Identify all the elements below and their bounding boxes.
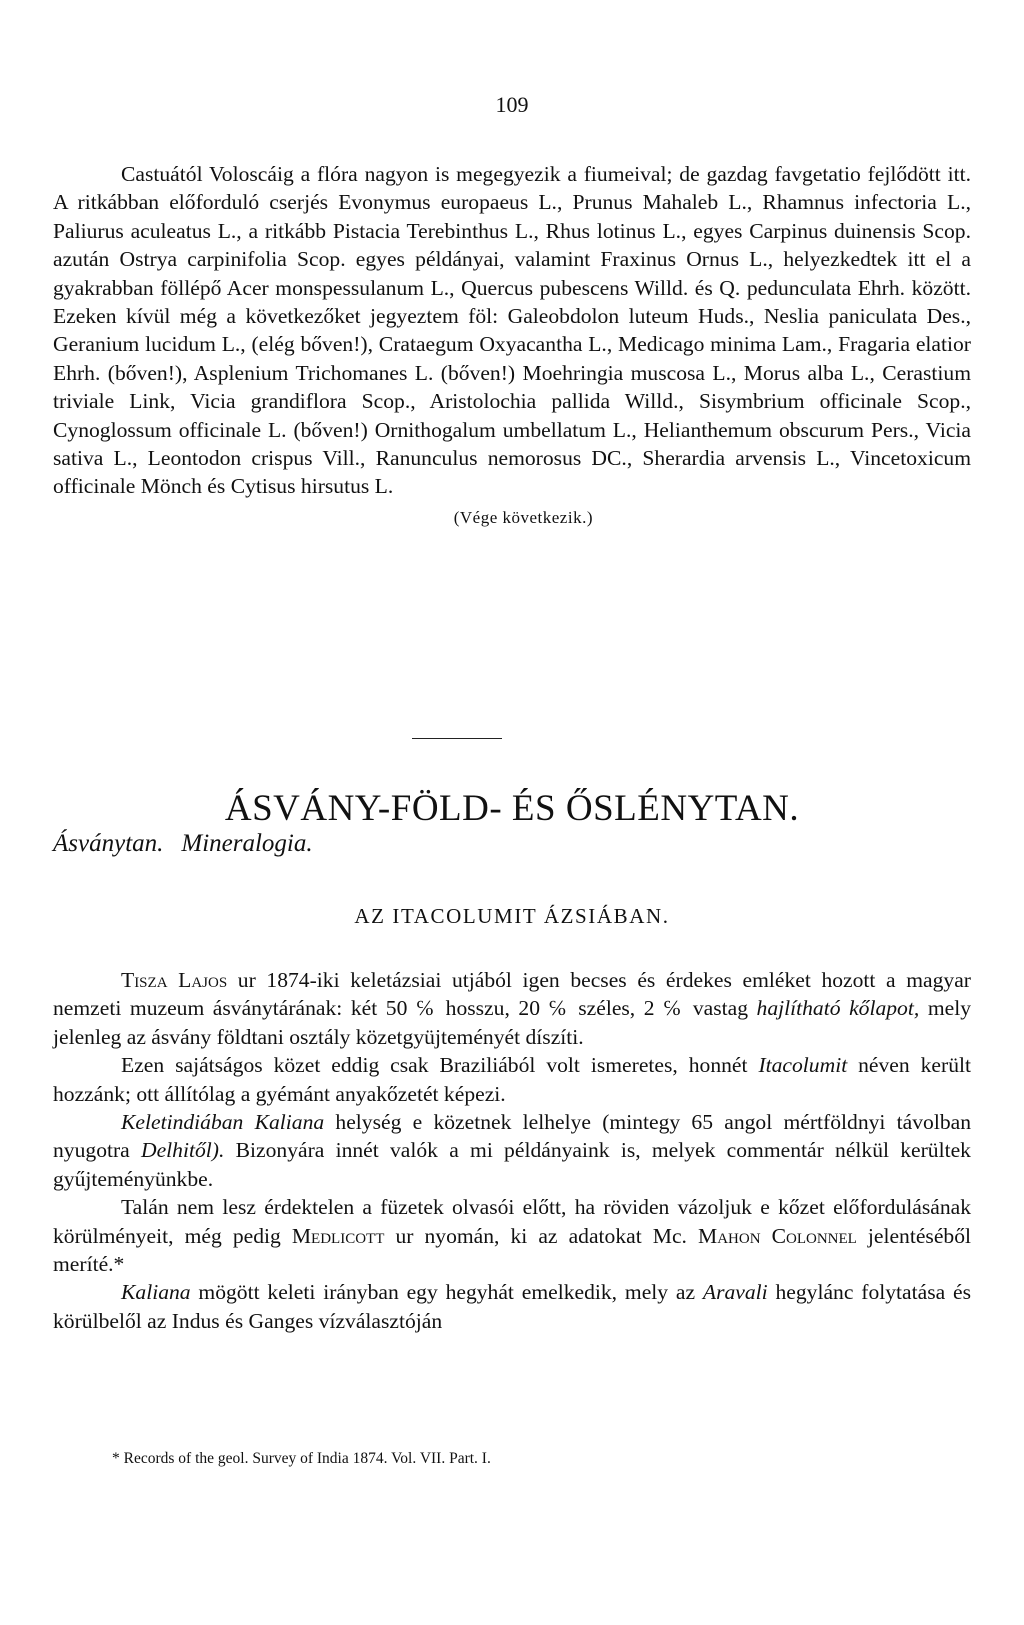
article-body <box>53 966 971 1335</box>
text-run: helység e közetnek lelhelye (mintegy 65 angol mértföldnyi távolban nyugotra <box>53 1110 972 1163</box>
emphasis: Itacolumit <box>758 1053 848 1078</box>
subtitle-hungarian: Ásványtan. <box>53 830 164 857</box>
emphasis: Kaliana <box>121 1280 191 1305</box>
text-run: mögött keleti irányban egy hegyhát emelkedik, mely az <box>190 1280 703 1305</box>
footnote: * Records of the geol. Survey of India 1874. Vol. VII. Part. I. <box>112 1450 491 1467</box>
emphasis: hajlítható kőlapot, <box>756 996 920 1021</box>
emphasis: Keletindiában Kaliana <box>121 1110 325 1135</box>
article-paragraph-1 <box>53 966 971 1051</box>
flora-section <box>53 160 971 535</box>
section-title: ÁSVÁNY-FÖLD- ÉS ŐSLÉNYTAN. <box>224 788 800 829</box>
author-name: Medlicott <box>291 1223 385 1248</box>
text-run: ur 1874-iki keletázsiai utjából igen becses és érdekes emléket hozott a magyar nemzeti muzeum ásványtárának: két 50 ℅ hosszu, 20 ℅ széles, 2 ℅ vastag <box>53 968 971 1021</box>
section-subtitle <box>53 830 313 858</box>
subtitle-latin: Mineralogia. <box>181 830 313 857</box>
emphasis: Aravali <box>702 1280 768 1305</box>
text-run: Bizonyára innét valók a mi példányaink is, melyek commentár nélkül kerültek gyűjteményünkbe. <box>53 1138 971 1191</box>
page-number: 109 <box>495 92 529 117</box>
author-name: Tisza Lajos <box>121 968 228 992</box>
article-paragraph-3 <box>53 1108 971 1193</box>
emphasis: Delhitől). <box>141 1138 225 1163</box>
text-run: ur nyomán, ki az adatokat Mc. <box>384 1223 699 1248</box>
flora-paragraph: Castuától Voloscáig a flóra nagyon is megegyezik a fiumeival; de gazdag favgetatio fejlődött itt. A ritkábban előforduló cserjés Evonymus europaeus L., Prunus Mahaleb L., Rhamnus infectoria L., Paliurus aculeatus L., a ritkább Pistacia Terebinthus L., Rhus lotinus L., egyes Carpinus duinensis Scop. azután Ostrya carpinifolia Scop. egyes példányai, valamint Fraxinus Ornus L., helyezkedtek itt el a gyakrabban föllépő Acer monspessulanum L., Quercus pubescens Willd. és Q. pedunculata Ehrh. között. Ezeken kívül még a következőket jegyeztem föl: Galeobdolon luteum Huds., Neslia paniculata Des., Geranium lucidum L., (elég bőven!), Crataegum Oxyacantha L., Medicago minima Lam., Fragaria elatior Ehrh. (bőven!), Asplenium Trichomanes L. (bőven!) Moehringia muscosa L., Morus alba L., Cerastium triviale Link, Vicia grandiflora Scop., Aristolochia pallida Willd., Sisymbrium officinale Scop., Cynoglossum officinale L. (bőven!) Ornithogalum umbellatum L., Helianthemum obscurum Pers., Vicia sativa L., Leontodon crispus Vill., Ranunculus nemorosus DC., Sherardia arvensis L., Vincetoxicum officinale Mönch és Cytisus hirsutus L. <box>53 162 971 499</box>
article-paragraph-5 <box>53 1278 971 1335</box>
article-title: AZ ITACOLUMIT ÁZSIÁBAN. <box>354 904 670 928</box>
author-name: Mahon Colonnel <box>698 1223 857 1248</box>
text-run: jelentéséből meríté.* <box>53 1223 972 1277</box>
text-run: mely jelenleg az ásvány földtani osztály közetgyüjteményét díszíti. <box>53 996 971 1049</box>
text-run: Talán nem lesz érdektelen a füzetek olvasói előtt, ha röviden vázoljuk e kőzet előfordulásának körülményeit, még pedig <box>53 1195 971 1248</box>
continued-note: (Vége következik.) <box>453 507 593 527</box>
section-divider <box>412 738 502 739</box>
article-paragraph-2 <box>53 1051 971 1108</box>
text-run: Ezen sajátságos közet eddig csak Braziliából volt ismeretes, honnét <box>121 1053 759 1078</box>
article-paragraph-4 <box>53 1193 971 1278</box>
text-run: hegylánc folytatása és körülbelől az Indus és Ganges vízválasztóján <box>53 1280 971 1333</box>
text-run: néven került hozzánk; ott állítólag a gyémánt anyakőzetét képezi. <box>53 1053 971 1106</box>
